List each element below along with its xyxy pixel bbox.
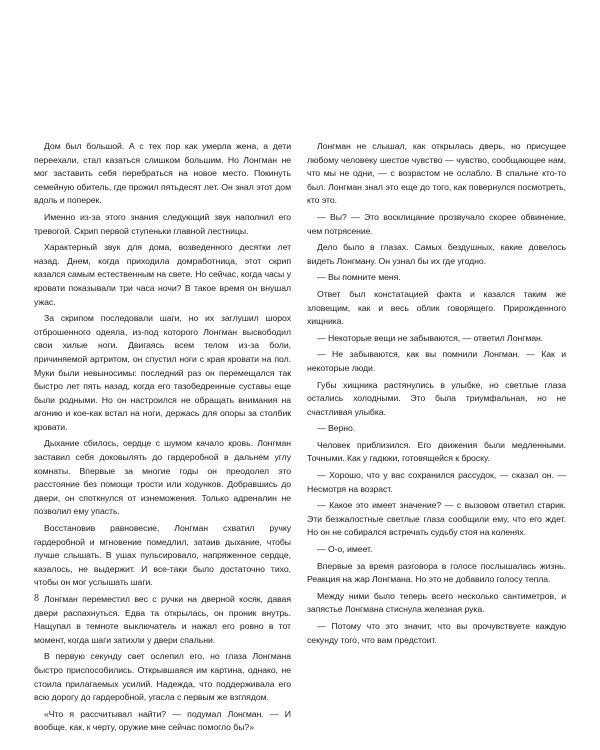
paragraph: — Верно. bbox=[317, 423, 356, 434]
left-page bbox=[34, 140, 291, 735]
paragraph: Дыхание сбилось, сердце с шумом качало кровь. Лонгман заставил себя доковылять до гардеробной в дальнем углу комнаты. Впервые за многие годы он преодолел это расстояние без помощи трости или ходунков. Добравшись до двери, он споткнулся от изнеможения. Только адреналин не позволил ему упасть. bbox=[34, 438, 291, 517]
paragraph: Ответ был констатацией факта и казался таким же зловещим, как и весь облик говорящего. Прирожденного хищника. bbox=[307, 288, 566, 327]
paragraph: — Какое это имеет значение? — с вызовом ответил старик. Эти безжалостные светлые глаза сообщили ему, что его ждет. Но он не собирался встречать судьбу стоя на коленях. bbox=[307, 500, 566, 538]
left-page-text bbox=[34, 140, 291, 735]
paragraph: — Потому что это значит, что вы прочувствуете каждую секунду того, что вам предстоит. bbox=[307, 621, 566, 645]
paragraph: Лонгман переместил вес с ручки на дверной косяк, давая двери распахнуться. Едва та открылась, он проник внутрь. Нащупал в темноте выключатель и нажал его ровно в тот момент, когда шаги затихли у двери спальни. bbox=[34, 594, 291, 645]
paragraph: Лонгман не слышал, как открылась дверь, но присущее любому человеку шестое чувство — чувство, сообщающее нам, что мы не одни, — с возрастом не ослабло. В спальне кто-то был. Лонгман знал это еще до того, как повернулся посмотреть, кто это. bbox=[307, 141, 566, 206]
paragraph: — О-о, имеет. bbox=[317, 544, 373, 555]
paragraph: — Вы? — Это восклицание прозвучало скорее обвинение, чем потрясение. bbox=[307, 211, 566, 236]
paragraph: Человек приблизился. Его движения были медленными. Точными. Как у гадюки, готовящейся к броску. bbox=[307, 439, 566, 464]
right-page bbox=[307, 140, 566, 647]
right-page-text bbox=[307, 140, 566, 647]
paragraph: — Некоторые вещи не забываются, — ответил Лонгман. bbox=[317, 332, 544, 343]
paragraph: В первую секунду свет ослепил его, но глаза Лонгмана быстро приспособились. Открывшаяся им картина, однако, не стоила прилагаемых усилий. Надежда, что поддерживала его всю дорогу до гардеробной, угасла с первым же взглядом. bbox=[34, 651, 291, 703]
paragraph: «Что я рассчитывал найти? — подумал Лонгман. — И вообще, как, к черту, оружие мне сейчас помогло бы?» bbox=[34, 708, 291, 733]
paragraph: Восстановив равновесие, Лонгман схватил ручку гардеробной и мгновение помедлил, затаив дыхание, чтобы лучше слышать. В ушах пульсировало, напряженное сердце, казалось, не выдержит. И все-таки было достаточно тихо, чтобы он мог услышать шаги. bbox=[34, 523, 291, 588]
paragraph: Дело было в глазах. Самых бездушных, какие довелось видеть Лонгману. Он узнал бы их где угодно. bbox=[307, 242, 566, 266]
paragraph: Характерный звук для дома, возведенного десятки лет назад. Днем, когда приходила домработница, этот скрип казался самым естественным на свете. Но сейчас, когда часы у кровати показывали три часа ночи? В такое время он внушал ужас. bbox=[34, 242, 291, 307]
paragraph: Губы хищника растянулись в улыбке, но светлые глаза остались холодными. Это была триумфальная, но не счастливая улыбка. bbox=[307, 379, 566, 417]
page-number: 8 bbox=[34, 593, 39, 604]
paragraph: Впервые за время разговора в голосе послышалась жизнь. Реакция на жар Лонгмана. Но это не добавило голосу тепла. bbox=[307, 560, 566, 585]
paragraph: — Не забываются, как вы помнили Лонгман. — Как и некоторые люди. bbox=[307, 349, 566, 373]
paragraph: — Хорошо, что у вас сохранился рассудок, — сказал он. — Несмотря на возраст. bbox=[307, 470, 566, 494]
paragraph: Именно из-за этого знания следующий звук наполнил его тревогой. Скрип первой ступеньки главной лестницы. bbox=[34, 211, 291, 236]
paragraph: За скрипом последовали шаги, но их заглушил шорох отброшенного одеяла, из-под которого Лонгман высвободил свои хилые ноги. Двигаясь всем телом из-за боли, причиняемой артритом, он спустил ноги с края кровати на пол. Муки были невыносимы: последний раз он перемещался так быстро лет пять назад, когда его тазобедренные суставы еще были родными. Но он настроился не обращать внимания на агонию и кое-как встал на ноги, держась для опоры за столбик кровати. bbox=[34, 313, 291, 432]
paragraph: Между ними было теперь всего несколько сантиметров, и запястье Лонгмана стиснула железная рука. bbox=[307, 590, 566, 615]
paragraph: Дом был большой. А с тех пор как умерла жена, а дети переехали, стал казаться слишком большим. Но Лонгман не мог заставить себя перебраться на новое место. Покинуть семейную обитель, где прожил пятьдесят лет. Он знал этот дом вдоль и поперек. bbox=[34, 141, 291, 206]
paragraph: — Вы помните меня. bbox=[317, 272, 401, 283]
